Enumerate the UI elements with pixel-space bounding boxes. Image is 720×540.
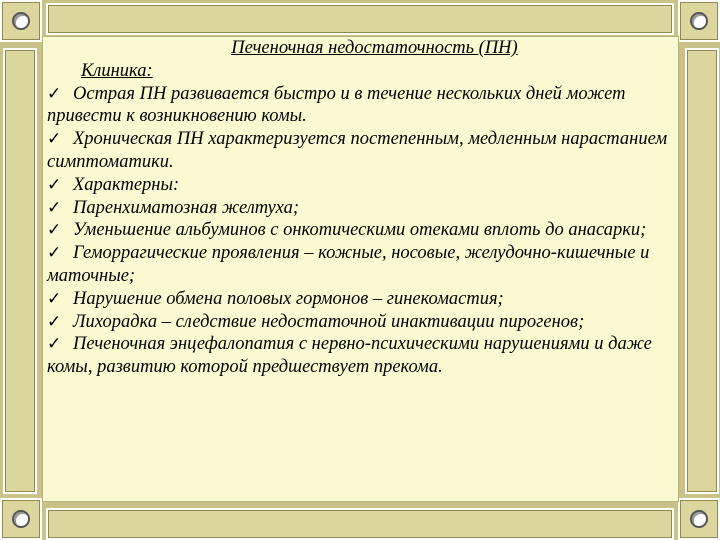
frame-bar-left — [3, 48, 37, 494]
bullet-text: Паренхиматозная желтуха; — [73, 197, 300, 218]
bullet-text: Характерны: — [73, 174, 180, 195]
circle-knob-icon — [12, 12, 30, 30]
slide-content — [47, 37, 672, 379]
checkmark-icon: ✓ — [47, 243, 62, 264]
checkmark-icon: ✓ — [47, 220, 62, 241]
frame-bar-bottom — [46, 508, 674, 540]
bullet-item — [47, 219, 672, 242]
corner-top-right — [678, 0, 720, 42]
checkmark-icon: ✓ — [47, 288, 62, 309]
checkmark-icon: ✓ — [47, 83, 62, 104]
bullet-item — [47, 83, 672, 129]
circle-knob-icon — [690, 12, 708, 30]
bullet-item — [47, 311, 672, 334]
corner-top-left — [0, 0, 42, 42]
checkmark-icon: ✓ — [47, 311, 62, 332]
corner-bottom-right — [678, 498, 720, 540]
frame-bar-top — [46, 3, 674, 35]
bullet-item — [47, 288, 672, 311]
checkmark-icon: ✓ — [47, 334, 62, 355]
bullet-text: Лихорадка – следствие недостаточной инактивации пирогенов; — [73, 311, 585, 332]
bullet-text: Нарушение обмена половых гормонов – гинекомастия; — [73, 288, 504, 309]
corner-bottom-left — [0, 498, 42, 540]
bullet-item — [47, 174, 672, 197]
circle-knob-icon — [690, 510, 708, 528]
bullet-text: Острая ПН развивается быстро и в течение нескольких дней может привести к возникновению комы. — [47, 83, 626, 127]
checkmark-icon: ✓ — [47, 129, 62, 150]
bullet-text: Хроническая ПН характеризуется постепенным, медленным нарастанием симптоматики. — [47, 129, 668, 172]
bullet-item — [47, 197, 672, 220]
bullet-text: Печеночная энцефалопатия с нервно-психическими нарушениями и даже комы, развитию которой предшествует прекома. — [47, 334, 652, 378]
bullet-list — [47, 83, 672, 379]
bullet-text: Геморрагические проявления – кожные, носовые, желудочно-кишечные и маточные; — [47, 243, 650, 286]
slide-title: Печеночная недостаточность (ПН) — [231, 38, 518, 58]
bullet-item — [47, 242, 672, 288]
checkmark-icon: ✓ — [47, 174, 62, 195]
slide-panel — [42, 36, 679, 502]
bullet-item — [47, 128, 672, 174]
frame-bar-right — [685, 48, 719, 494]
checkmark-icon: ✓ — [47, 197, 62, 218]
bullet-text: Уменьшение альбуминов с онкотическими отеками вплоть до анасарки; — [73, 220, 647, 241]
circle-knob-icon — [12, 510, 30, 528]
slide-subtitle: Клиника: — [81, 60, 153, 81]
bullet-item — [47, 333, 672, 379]
